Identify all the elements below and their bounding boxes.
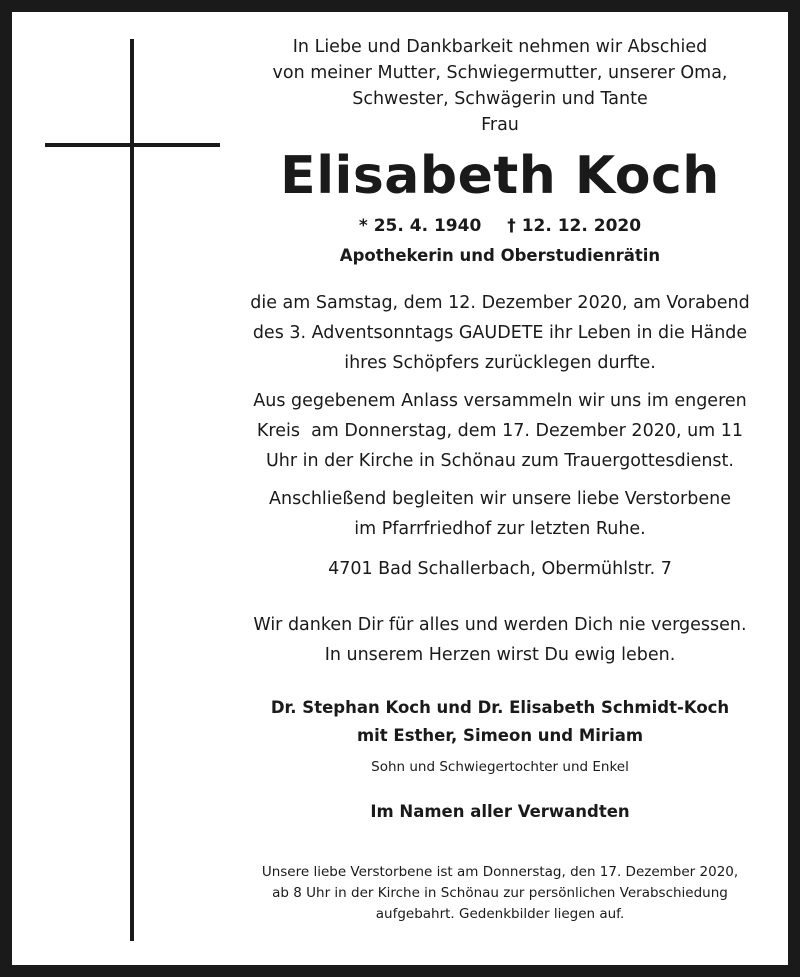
cross-icon <box>130 39 134 941</box>
obituary-content <box>220 34 780 925</box>
intro-text <box>220 34 780 138</box>
text-line: ihres Schöpfers zurücklegen durfte. <box>344 353 656 373</box>
signatory-line: Dr. Stephan Koch und Dr. Elisabeth Schmidt-Koch <box>270 698 730 717</box>
birth-date: * 25. 4. 1940 <box>358 216 482 236</box>
profession: Apothekerin und Oberstudienrätin <box>339 246 661 265</box>
death-paragraph <box>220 288 780 378</box>
text-line: des 3. Adventsonntags GAUDETE ihr Leben in die Hände <box>252 323 748 343</box>
life-dates <box>220 214 780 238</box>
obituary-notice <box>12 12 788 965</box>
note-line: ab 8 Uhr in der Kirche in Schönau zur persönlichen Verabschiedung <box>272 885 728 901</box>
text-line: Kreis am Donnerstag, dem 17. Dezember 2020, um 11 <box>256 421 744 441</box>
signatory-line: mit Esther, Simeon und Miriam <box>356 726 644 745</box>
text-line: Anschließend begleiten wir unsere liebe Verstorbene <box>269 489 731 509</box>
note-line: aufgebahrt. Gedenkbilder liegen auf. <box>375 906 625 922</box>
deceased-name: Elisabeth Koch <box>280 146 720 206</box>
viewing-note <box>220 862 780 925</box>
note-line: Unsere liebe Verstorbene ist am Donnerstag, den 17. Dezember 2020, <box>261 864 739 880</box>
intro-line: Frau <box>481 115 519 135</box>
family-line: Im Namen aller Verwandten <box>370 802 630 821</box>
text-line: im Pfarrfriedhof zur letzten Ruhe. <box>354 519 646 539</box>
text-line: In unserem Herzen wirst Du ewig leben. <box>324 645 676 665</box>
text-line: Aus gegebenem Anlass versammeln wir uns im engeren <box>253 391 747 411</box>
text-line: die am Samstag, dem 12. Dezember 2020, am Vorabend <box>250 293 750 313</box>
signatories-relation: Sohn und Schwiegertochter und Enkel <box>371 759 629 775</box>
text-line: Wir danken Dir für alles und werden Dich nie vergessen. <box>253 615 747 635</box>
burial-paragraph <box>220 484 780 544</box>
signatories <box>220 694 780 750</box>
death-date: † 12. 12. 2020 <box>507 216 642 236</box>
intro-line: In Liebe und Dankbarkeit nehmen wir Abschied <box>292 37 708 57</box>
farewell-text <box>220 610 780 670</box>
text-line: Uhr in der Kirche in Schönau zum Trauergottesdienst. <box>266 451 734 471</box>
cross-icon-arm <box>45 143 220 147</box>
intro-line: Schwester, Schwägerin und Tante <box>352 89 648 109</box>
intro-line: von meiner Mutter, Schwiegermutter, unserer Oma, <box>272 63 728 83</box>
address: 4701 Bad Schallerbach, Obermühlstr. 7 <box>328 559 672 579</box>
service-paragraph <box>220 386 780 476</box>
